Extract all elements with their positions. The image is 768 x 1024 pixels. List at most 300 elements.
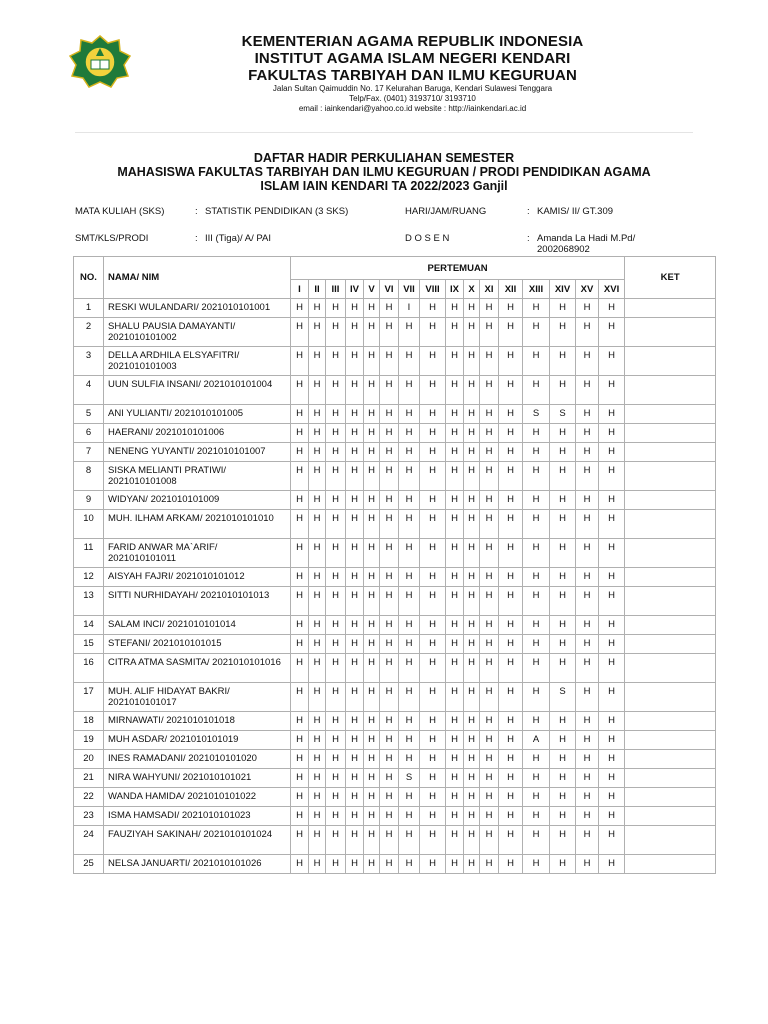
attendance-mark: H (364, 750, 380, 769)
attendance-mark: H (499, 568, 523, 587)
attendance-mark: H (364, 635, 380, 654)
ket-cell (625, 616, 716, 635)
attendance-mark: H (464, 635, 480, 654)
attendance-mark: H (364, 855, 380, 874)
attendance-mark: H (420, 424, 446, 443)
email-line: email : iainkendari@yahoo.co.id website : http://iainkendari.ac.id (298, 104, 527, 113)
attendance-mark: H (420, 587, 446, 616)
attendance-mark: H (399, 807, 420, 826)
attendance-mark: H (446, 769, 464, 788)
attendance-mark: H (364, 443, 380, 462)
attendance-mark: H (480, 712, 499, 731)
attendance-mark: H (380, 769, 399, 788)
attendance-mark: H (399, 683, 420, 712)
student-name-nim: NELSA JANUARTI/ 2021010101026 (104, 855, 291, 874)
table-row (74, 731, 716, 750)
attendance-mark: H (326, 462, 346, 491)
attendance-mark: H (346, 491, 364, 510)
attendance-mark: H (523, 299, 550, 318)
attendance-mark: H (380, 683, 399, 712)
attendance-mark: H (550, 539, 576, 568)
attendance-mark: H (380, 712, 399, 731)
attendance-mark: H (499, 376, 523, 405)
attendance-mark: H (464, 510, 480, 539)
attendance-mark: H (480, 424, 499, 443)
attendance-mark: H (309, 587, 326, 616)
table-row (74, 510, 716, 539)
attendance-mark: H (446, 347, 464, 376)
attendance-mark: H (550, 750, 576, 769)
ket-cell (625, 443, 716, 462)
student-name-nim: WIDYAN/ 2021010101009 (104, 491, 291, 510)
attendance-mark: H (380, 807, 399, 826)
attendance-mark: H (420, 635, 446, 654)
attendance-mark: H (326, 510, 346, 539)
attendance-mark: H (346, 376, 364, 405)
attendance-mark: H (523, 462, 550, 491)
attendance-mark: H (480, 376, 499, 405)
attendance-mark: H (420, 299, 446, 318)
attendance-mark: H (291, 855, 309, 874)
attendance-mark: H (326, 750, 346, 769)
attendance-mark: H (380, 654, 399, 683)
table-row (74, 769, 716, 788)
attendance-mark: H (464, 424, 480, 443)
ket-cell (625, 635, 716, 654)
ket-cell (625, 318, 716, 347)
table-row (74, 587, 716, 616)
attendance-mark: H (399, 376, 420, 405)
student-name-nim: STEFANI/ 2021010101015 (104, 635, 291, 654)
title-line-2: MAHASISWA FAKULTAS TARBIYAH DAN ILMU KEGURUAN / PRODI PENDIDIKAN AGAMA (117, 165, 651, 179)
attendance-mark: H (599, 405, 625, 424)
attendance-mark: H (576, 616, 599, 635)
attendance-mark: H (499, 424, 523, 443)
attendance-mark: H (464, 568, 480, 587)
attendance-mark: H (399, 462, 420, 491)
attendance-mark: H (346, 587, 364, 616)
row-number: 1 (74, 299, 104, 318)
attendance-mark: H (576, 299, 599, 318)
attendance-mark: H (309, 568, 326, 587)
attendance-mark: H (420, 769, 446, 788)
attendance-mark: H (576, 855, 599, 874)
attendance-mark: H (380, 616, 399, 635)
ket-cell (625, 826, 716, 855)
attendance-mark: H (480, 568, 499, 587)
attendance-mark: H (446, 750, 464, 769)
attendance-mark: H (380, 443, 399, 462)
student-name-nim: ISMA HAMSADI/ 2021010101023 (104, 807, 291, 826)
attendance-mark: H (599, 510, 625, 539)
student-name-nim: ANI YULIANTI/ 2021010101005 (104, 405, 291, 424)
attendance-mark: H (420, 826, 446, 855)
student-name-nim: SITTI NURHIDAYAH/ 2021010101013 (104, 587, 291, 616)
attendance-mark: H (420, 731, 446, 750)
attendance-mark: H (346, 616, 364, 635)
attendance-mark: H (399, 568, 420, 587)
attendance-mark: H (309, 376, 326, 405)
attendance-mark: H (599, 750, 625, 769)
faculty-name: FAKULTAS TARBIYAH DAN ILMU KEGURUAN (248, 67, 577, 84)
attendance-mark: H (550, 318, 576, 347)
attendance-mark: H (446, 635, 464, 654)
attendance-mark: H (523, 539, 550, 568)
attendance-mark: H (464, 616, 480, 635)
attendance-mark: H (346, 855, 364, 874)
attendance-mark: H (599, 654, 625, 683)
attendance-mark: H (309, 826, 326, 855)
attendance-mark: H (346, 750, 364, 769)
attendance-mark: H (346, 635, 364, 654)
attendance-mark: H (364, 462, 380, 491)
attendance-mark: H (364, 826, 380, 855)
attendance-mark: H (420, 855, 446, 874)
attendance-mark: H (364, 616, 380, 635)
row-number: 10 (74, 510, 104, 539)
ket-cell (625, 299, 716, 318)
header-ket: KET (625, 257, 716, 299)
attendance-mark: H (364, 424, 380, 443)
ket-cell (625, 750, 716, 769)
meeting-header: VII (399, 280, 420, 299)
attendance-mark: H (364, 788, 380, 807)
attendance-mark: H (446, 462, 464, 491)
attendance-mark: H (309, 635, 326, 654)
attendance-mark: H (499, 826, 523, 855)
student-name-nim: RESKI WULANDARI/ 2021010101001 (104, 299, 291, 318)
student-name-nim: FARID ANWAR MA`ARIF/ 2021010101011 (104, 539, 291, 568)
attendance-mark: H (523, 376, 550, 405)
attendance-mark: H (364, 769, 380, 788)
attendance-mark: H (446, 855, 464, 874)
row-number: 17 (74, 683, 104, 712)
attendance-mark: H (291, 568, 309, 587)
attendance-mark: H (480, 299, 499, 318)
attendance-mark: H (464, 318, 480, 347)
attendance-mark: H (399, 826, 420, 855)
attendance-mark: H (291, 318, 309, 347)
attendance-mark: H (499, 587, 523, 616)
attendance-mark: H (399, 443, 420, 462)
attendance-mark: H (550, 347, 576, 376)
attendance-mark: H (364, 539, 380, 568)
attendance-mark: H (480, 788, 499, 807)
attendance-mark: H (326, 712, 346, 731)
student-name-nim: NIRA WAHYUNI/ 2021010101021 (104, 769, 291, 788)
attendance-mark: H (364, 683, 380, 712)
row-number: 19 (74, 731, 104, 750)
attendance-mark: H (576, 683, 599, 712)
attendance-mark: H (309, 405, 326, 424)
attendance-mark: H (464, 750, 480, 769)
attendance-mark: H (326, 731, 346, 750)
row-number: 18 (74, 712, 104, 731)
phone-line: Telp/Fax. (0401) 3193710/ 3193710 (349, 94, 476, 103)
attendance-mark: H (523, 807, 550, 826)
attendance-mark: H (464, 731, 480, 750)
attendance-mark: H (446, 491, 464, 510)
attendance-mark: H (291, 616, 309, 635)
attendance-mark: H (399, 424, 420, 443)
row-number: 13 (74, 587, 104, 616)
attendance-mark: H (364, 731, 380, 750)
table-row (74, 855, 716, 874)
attendance-mark: H (523, 712, 550, 731)
attendance-mark: H (523, 654, 550, 683)
attendance-mark: H (599, 616, 625, 635)
attendance-mark: H (599, 347, 625, 376)
attendance-mark: H (326, 635, 346, 654)
table-row (74, 299, 716, 318)
attendance-mark: H (523, 750, 550, 769)
attendance-mark: H (346, 731, 364, 750)
attendance-mark: H (480, 462, 499, 491)
attendance-mark: H (464, 443, 480, 462)
attendance-mark: H (420, 491, 446, 510)
attendance-mark: H (499, 769, 523, 788)
attendance-mark: H (346, 318, 364, 347)
attendance-mark: H (480, 731, 499, 750)
attendance-mark: H (499, 347, 523, 376)
attendance-mark: H (380, 347, 399, 376)
attendance-table (73, 256, 716, 874)
attendance-mark: H (346, 683, 364, 712)
attendance-mark: H (599, 443, 625, 462)
attendance-mark: H (399, 635, 420, 654)
header-no: NO. (74, 257, 104, 299)
attendance-mark: H (480, 807, 499, 826)
attendance-mark: H (446, 539, 464, 568)
attendance-mark: H (599, 769, 625, 788)
attendance-mark: H (576, 568, 599, 587)
attendance-mark: H (480, 750, 499, 769)
attendance-mark: H (446, 731, 464, 750)
attendance-mark: H (380, 750, 399, 769)
student-name-nim: MUH ASDAR/ 2021010101019 (104, 731, 291, 750)
table-row (74, 539, 716, 568)
table-row (74, 491, 716, 510)
attendance-mark: H (550, 731, 576, 750)
row-number: 3 (74, 347, 104, 376)
attendance-mark: H (446, 299, 464, 318)
attendance-mark: H (309, 347, 326, 376)
row-number: 6 (74, 424, 104, 443)
attendance-mark: H (291, 376, 309, 405)
ket-cell (625, 712, 716, 731)
attendance-mark: H (523, 587, 550, 616)
attendance-mark: H (576, 376, 599, 405)
attendance-mark: H (346, 807, 364, 826)
table-row (74, 568, 716, 587)
table-row (74, 616, 716, 635)
table-row (74, 347, 716, 376)
attendance-mark: H (576, 405, 599, 424)
attendance-mark: H (464, 855, 480, 874)
header-divider (75, 132, 693, 133)
attendance-mark: H (420, 347, 446, 376)
attendance-mark: H (380, 568, 399, 587)
attendance-mark: H (399, 587, 420, 616)
attendance-mark: I (399, 299, 420, 318)
attendance-mark: H (480, 635, 499, 654)
table-row (74, 712, 716, 731)
attendance-mark: H (576, 347, 599, 376)
attendance-mark: H (346, 424, 364, 443)
attendance-mark: H (599, 712, 625, 731)
attendance-mark: H (599, 635, 625, 654)
attendance-mark: H (420, 443, 446, 462)
title-line-3: ISLAM IAIN KENDARI TA 2022/2023 Ganjil (260, 179, 508, 193)
attendance-mark: H (309, 731, 326, 750)
attendance-mark: H (499, 750, 523, 769)
attendance-mark: H (291, 654, 309, 683)
ket-cell (625, 462, 716, 491)
row-number: 4 (74, 376, 104, 405)
attendance-mark: H (446, 826, 464, 855)
address-line: Jalan Sultan Qaimuddin No. 17 Kelurahan Baruga, Kendari Sulawesi Tenggara (272, 84, 553, 93)
student-name-nim: SHALU PAUSIA DAMAYANTI/ 2021010101002 (104, 318, 291, 347)
attendance-mark: H (446, 318, 464, 347)
attendance-mark: H (576, 443, 599, 462)
table-row (74, 376, 716, 405)
attendance-mark: H (499, 683, 523, 712)
meeting-header: XV (576, 280, 599, 299)
attendance-mark: H (309, 769, 326, 788)
ket-cell (625, 654, 716, 683)
ket-cell (625, 731, 716, 750)
attendance-mark: H (326, 587, 346, 616)
attendance-mark: H (576, 424, 599, 443)
attendance-mark: H (309, 750, 326, 769)
table-row (74, 405, 716, 424)
attendance-mark: H (550, 376, 576, 405)
attendance-mark: H (346, 462, 364, 491)
attendance-mark: H (550, 443, 576, 462)
attendance-mark: H (499, 616, 523, 635)
row-number: 14 (74, 616, 104, 635)
attendance-mark: H (480, 539, 499, 568)
attendance-mark: H (499, 855, 523, 874)
smt-label: SMT/KLS/PRODI (75, 233, 149, 244)
ket-cell (625, 807, 716, 826)
attendance-mark: H (326, 769, 346, 788)
ministry-name: KEMENTERIAN AGAMA REPUBLIK INDONESIA (241, 33, 584, 50)
attendance-mark: H (550, 587, 576, 616)
ket-cell (625, 587, 716, 616)
ket-cell (625, 568, 716, 587)
attendance-mark: H (420, 376, 446, 405)
attendance-mark: H (499, 510, 523, 539)
attendance-mark: H (599, 826, 625, 855)
table-row (74, 424, 716, 443)
course-info (75, 206, 695, 260)
attendance-mark: H (523, 826, 550, 855)
attendance-mark: H (346, 568, 364, 587)
meeting-header: II (309, 280, 326, 299)
row-number: 20 (74, 750, 104, 769)
attendance-mark: H (576, 587, 599, 616)
row-number: 8 (74, 462, 104, 491)
attendance-mark: H (364, 587, 380, 616)
attendance-mark: H (480, 826, 499, 855)
attendance-mark: H (399, 510, 420, 539)
row-number: 12 (74, 568, 104, 587)
attendance-mark: H (499, 443, 523, 462)
colon: : (527, 206, 530, 217)
attendance-mark: H (326, 654, 346, 683)
attendance-mark: H (523, 788, 550, 807)
attendance-mark: H (464, 769, 480, 788)
attendance-mark: H (523, 443, 550, 462)
attendance-mark: H (420, 750, 446, 769)
attendance-mark: H (420, 683, 446, 712)
dosen-label: D O S E N (405, 233, 450, 244)
attendance-mark: H (599, 491, 625, 510)
table-row (74, 807, 716, 826)
attendance-mark: H (576, 826, 599, 855)
attendance-mark: H (464, 347, 480, 376)
attendance-mark: H (420, 616, 446, 635)
attendance-mark: H (480, 654, 499, 683)
student-name-nim: FAUZIYAH SAKINAH/ 2021010101024 (104, 826, 291, 855)
attendance-mark: H (346, 347, 364, 376)
table-row (74, 462, 716, 491)
attendance-mark: H (380, 731, 399, 750)
attendance-mark: H (346, 712, 364, 731)
attendance-mark: H (326, 376, 346, 405)
meeting-header: XVI (599, 280, 625, 299)
attendance-mark: H (446, 654, 464, 683)
attendance-mark: H (364, 807, 380, 826)
student-name-nim: UUN SULFIA INSANI/ 2021010101004 (104, 376, 291, 405)
attendance-mark: H (420, 462, 446, 491)
attendance-mark: H (550, 807, 576, 826)
ket-cell (625, 424, 716, 443)
attendance-mark: H (346, 405, 364, 424)
attendance-mark: H (464, 712, 480, 731)
attendance-mark: S (550, 405, 576, 424)
attendance-mark: H (346, 769, 364, 788)
attendance-mark: H (291, 299, 309, 318)
attendance-mark: H (364, 299, 380, 318)
attendance-mark: H (480, 443, 499, 462)
ket-cell (625, 539, 716, 568)
attendance-mark: H (550, 568, 576, 587)
ket-cell (625, 376, 716, 405)
attendance-mark: H (309, 683, 326, 712)
attendance-mark: H (291, 788, 309, 807)
attendance-mark: H (291, 491, 309, 510)
attendance-mark: H (446, 807, 464, 826)
attendance-mark: H (523, 424, 550, 443)
student-name-nim: SALAM INCI/ 2021010101014 (104, 616, 291, 635)
ket-cell (625, 683, 716, 712)
attendance-mark: H (326, 788, 346, 807)
attendance-mark: H (399, 731, 420, 750)
attendance-mark: H (446, 568, 464, 587)
attendance-mark: H (523, 855, 550, 874)
attendance-mark: H (380, 587, 399, 616)
header-pertemuan: PERTEMUAN (291, 257, 625, 280)
attendance-mark: H (364, 405, 380, 424)
attendance-mark: H (599, 462, 625, 491)
attendance-mark: H (364, 654, 380, 683)
attendance-mark: H (420, 405, 446, 424)
attendance-mark: H (523, 635, 550, 654)
attendance-mark: H (326, 616, 346, 635)
meeting-header: X (464, 280, 480, 299)
